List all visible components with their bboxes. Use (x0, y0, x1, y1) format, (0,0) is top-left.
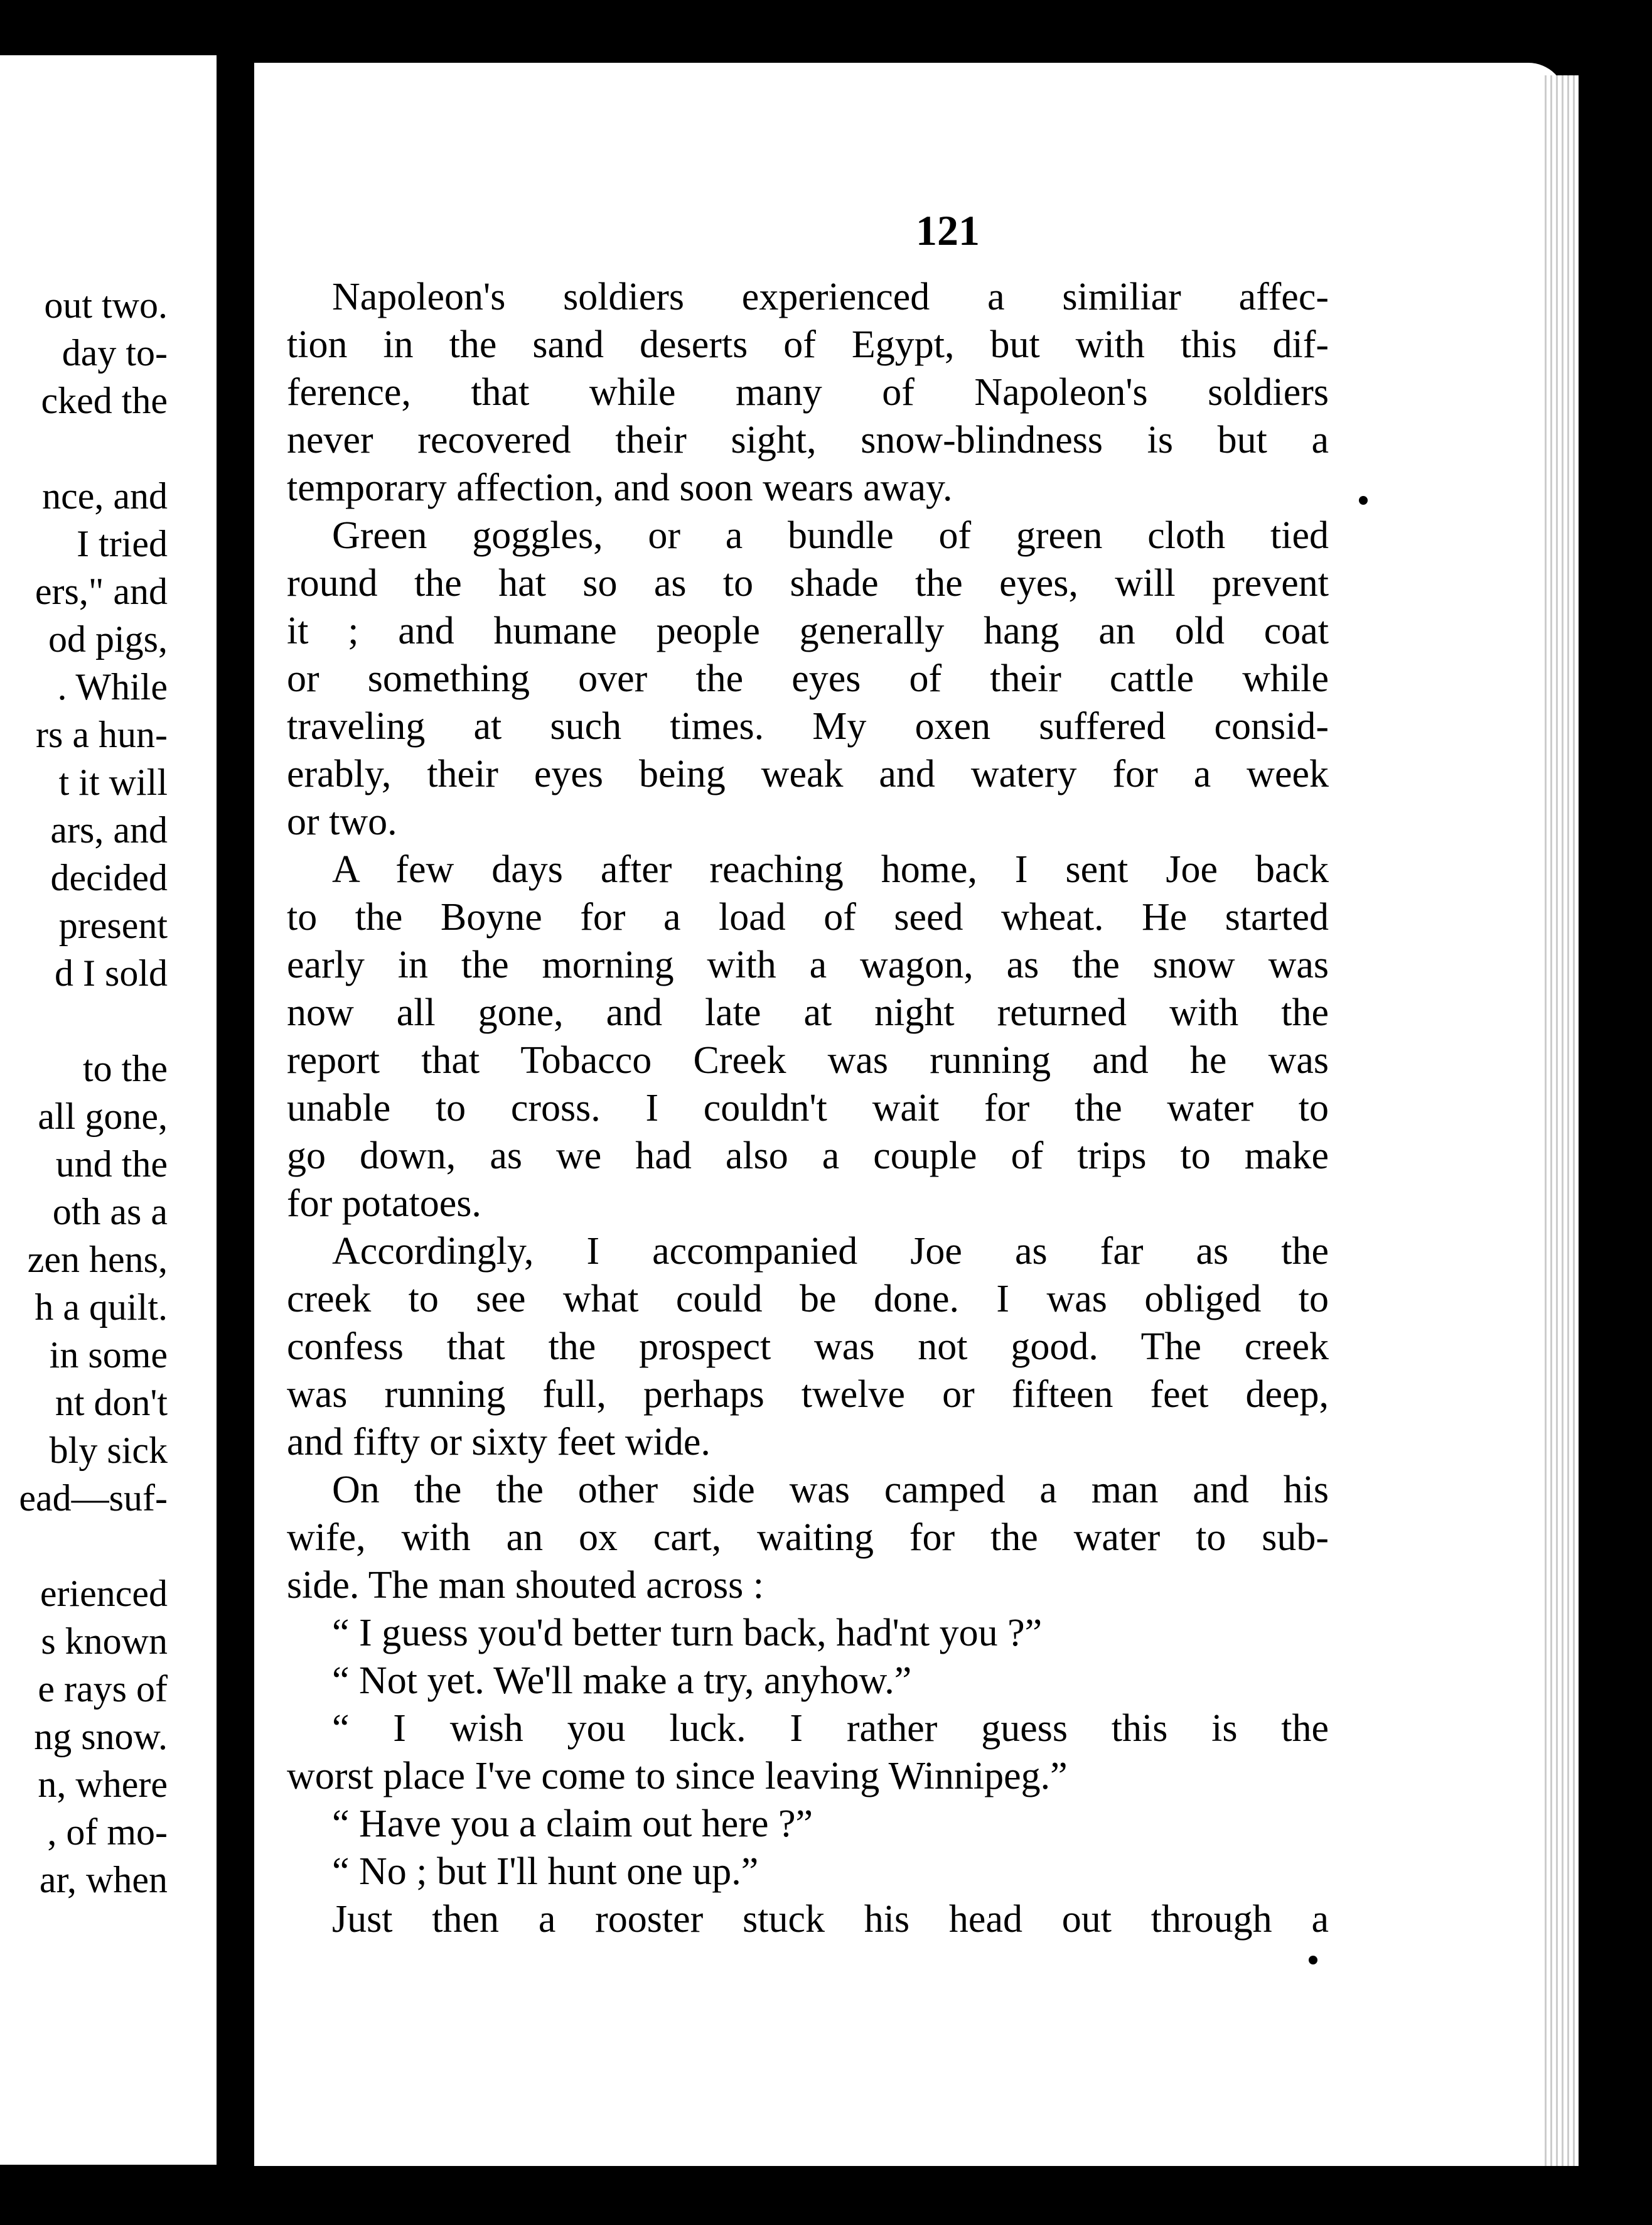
left-page-line: I tried (77, 523, 168, 564)
left-page-line: zen hens, (27, 1239, 168, 1280)
left-page-line: d I sold (55, 952, 168, 994)
left-page-line: ar, when (39, 1859, 168, 1900)
left-page-fragment (0, 55, 217, 2165)
left-page-line: s known (41, 1620, 168, 1662)
text-line: “ I wish you luck. I rather guess this is the (332, 1707, 1329, 1750)
left-page-line: cked the (41, 380, 168, 421)
left-page-line: oth as a (52, 1191, 168, 1232)
text-line: side. The man shouted across : (287, 1564, 764, 1607)
left-page-line (19, 424, 168, 472)
left-page-line: , of mo- (47, 1811, 168, 1853)
left-page-line: nce, and (42, 475, 168, 517)
text-line: creek to see what could be done. I was obliged to (287, 1278, 1329, 1320)
text-line: to the Boyne for a load of seed wheat. He started (287, 896, 1329, 939)
text-line: confess that the prospect was not good. The creek (287, 1325, 1329, 1368)
page-body-text (287, 273, 1329, 1943)
text-line: Napoleon's soldiers experienced a similiar affec- (332, 276, 1329, 318)
book-gutter (217, 55, 254, 2177)
text-line: unable to cross. I couldn't wait for the water to (287, 1087, 1329, 1129)
left-page-line: h a quilt. (35, 1286, 168, 1328)
left-page-line: e rays of (38, 1668, 168, 1710)
text-line: traveling at such times. My oxen suffered consid- (287, 705, 1329, 748)
page-edge (1541, 75, 1579, 2166)
left-page-line: und the (55, 1143, 168, 1185)
left-page-line: t it will (58, 762, 168, 803)
text-line: go down, as we had also a couple of trips to make (287, 1134, 1329, 1177)
margin-dot (1309, 1956, 1317, 1964)
text-line: erably, their eyes being weak and watery for a week (287, 753, 1329, 795)
text-line: it ; and humane people generally hang an old coat (287, 610, 1329, 652)
text-line: now all gone, and late at night returned with the (287, 991, 1329, 1034)
text-line: “ Have you a claim out here ?” (332, 1802, 813, 1845)
text-line: temporary affection, and soon wears away. (287, 466, 953, 509)
right-page (254, 63, 1566, 2166)
text-line: On the the other side was camped a man and his (332, 1468, 1329, 1511)
page-number: 121 (916, 207, 980, 254)
text-line: wife, with an ox cart, waiting for the water to sub- (287, 1516, 1329, 1559)
text-line: A few days after reaching home, I sent Joe back (332, 848, 1329, 891)
left-page-line: all gone, (38, 1096, 168, 1137)
left-page-line: decided (50, 857, 168, 898)
text-line: or two. (287, 800, 397, 843)
left-page-line: in some (49, 1334, 168, 1376)
left-page-text (19, 281, 168, 1904)
left-page-line: erienced (40, 1573, 168, 1614)
left-page-line: ng snow. (34, 1716, 168, 1757)
text-line: or something over the eyes of their cattle while (287, 657, 1329, 700)
left-page-line: ead—suf- (19, 1477, 168, 1519)
left-page-line: rs a hun- (36, 714, 168, 755)
text-line: was running full, perhaps twelve or fifteen feet deep, (287, 1373, 1329, 1416)
left-page-line: day to- (62, 332, 168, 374)
text-line: “ I guess you'd better turn back, had'nt you ?” (332, 1612, 1043, 1654)
text-line: never recovered their sight, snow-blindness is but a (287, 419, 1329, 461)
left-page-line: present (58, 905, 168, 946)
text-line: “ No ; but I'll hunt one up.” (332, 1850, 759, 1893)
text-line: tion in the sand deserts of Egypt, but with this dif- (287, 323, 1329, 366)
left-page-line: bly sick (49, 1430, 168, 1471)
text-line: report that Tobacco Creek was running and he was (287, 1039, 1329, 1082)
left-page-line (19, 997, 168, 1045)
left-page-line: ers," and (35, 571, 168, 612)
text-line: Green goggles, or a bundle of green cloth tied (332, 514, 1329, 557)
text-line: early in the morning with a wagon, as the snow was (287, 944, 1329, 986)
left-page-line: out two. (44, 284, 168, 326)
text-line: Accordingly, I accompanied Joe as far as the (332, 1230, 1329, 1273)
text-line: ference, that while many of Napoleon's soldiers (287, 371, 1329, 414)
text-line: round the hat so as to shade the eyes, will prevent (287, 562, 1329, 605)
text-line: Just then a rooster stuck his head out through a (332, 1898, 1329, 1941)
left-page-line: n, where (38, 1764, 168, 1805)
margin-dot (1359, 496, 1368, 505)
text-line: for potatoes. (287, 1182, 481, 1225)
left-page-line: . While (57, 666, 168, 708)
text-line: and fifty or sixty feet wide. (287, 1421, 711, 1463)
left-page-line: ars, and (50, 809, 168, 851)
text-line: “ Not yet. We'll make a try, anyhow.” (332, 1659, 912, 1702)
left-page-line: to the (83, 1048, 168, 1089)
left-page-line: od pigs, (48, 618, 168, 660)
text-line: worst place I've come to since leaving Winnipeg.” (287, 1755, 1068, 1797)
left-page-line (19, 1522, 168, 1570)
left-page-line: nt don't (55, 1382, 168, 1423)
